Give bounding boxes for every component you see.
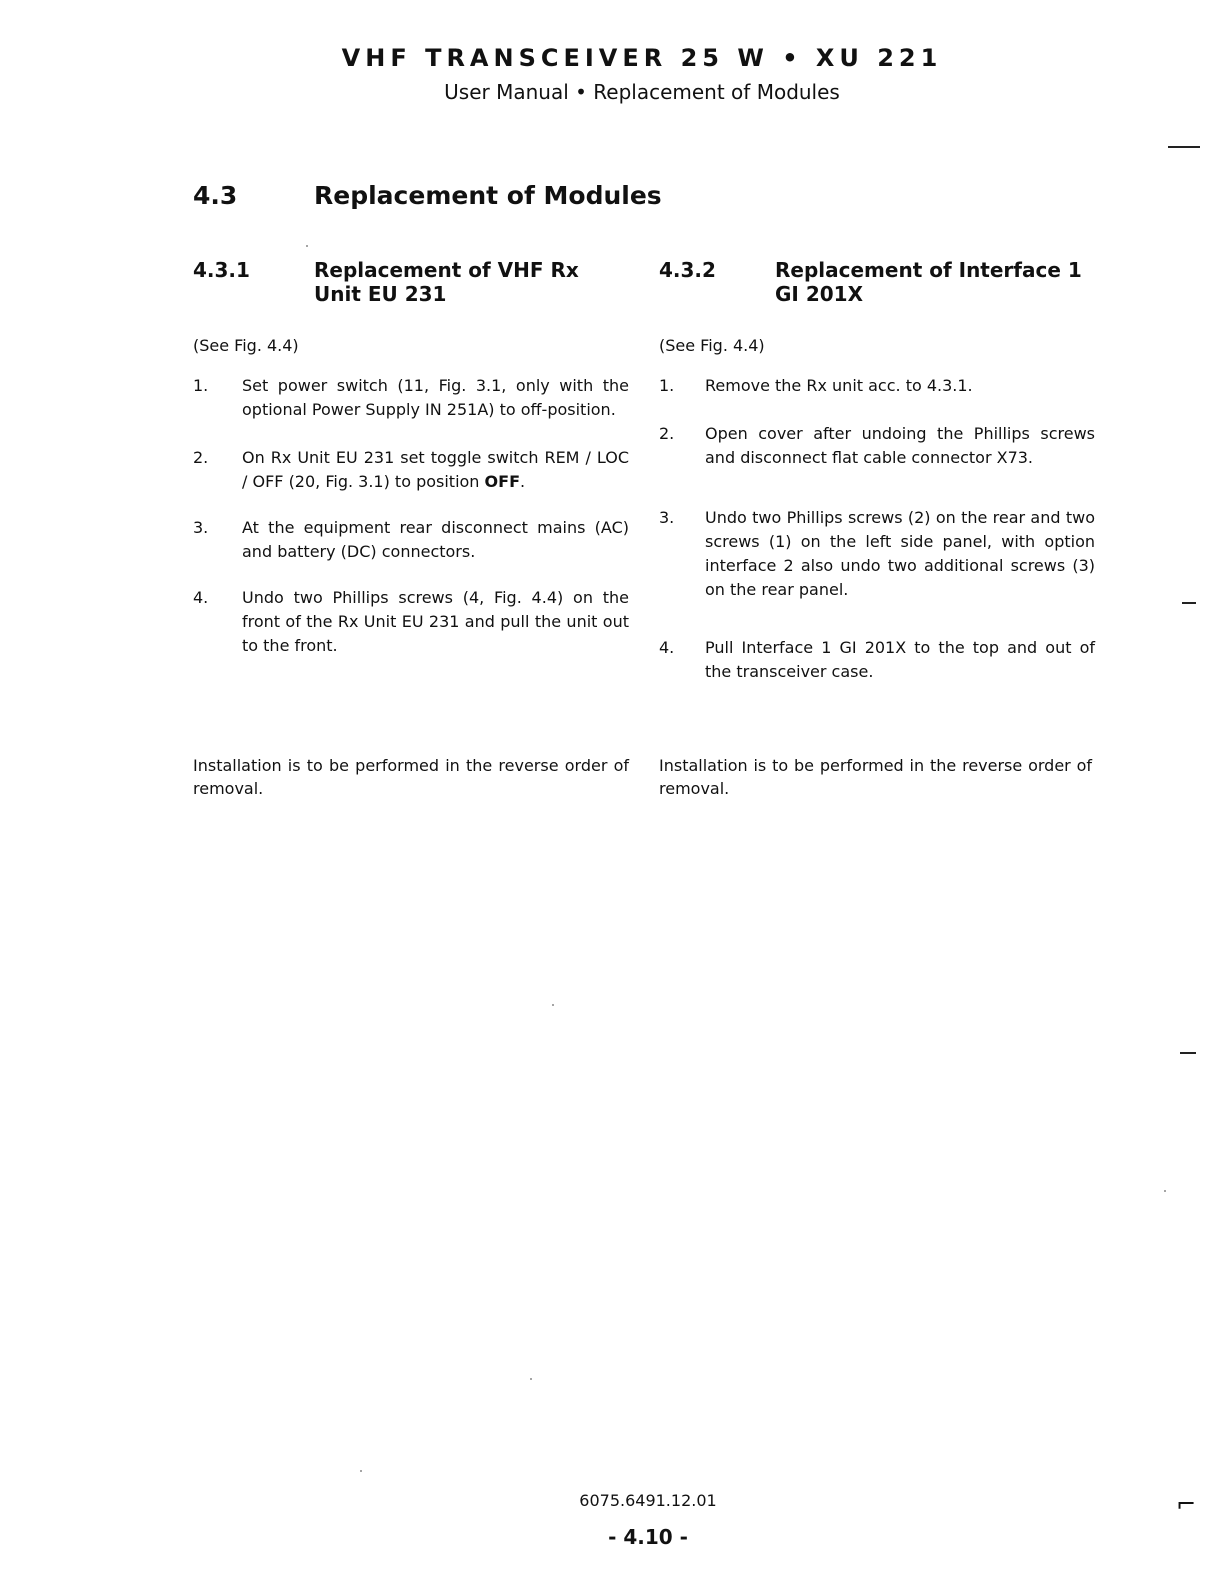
- step-text: Open cover after undoing the Phillips screws and disconnect flat cable connector X73.: [705, 424, 1095, 467]
- step-number: 1.: [659, 376, 675, 395]
- scan-speck: [1164, 1190, 1166, 1192]
- step-number: 2.: [659, 424, 675, 443]
- figure-reference: (See Fig. 4.4): [659, 336, 765, 355]
- figure-reference: (See Fig. 4.4): [193, 336, 299, 355]
- step-text-container: [242, 446, 629, 494]
- list-item: [659, 422, 1095, 470]
- page-header: [0, 42, 1224, 106]
- scan-speck: [552, 1004, 554, 1006]
- scan-speck: [306, 245, 308, 247]
- document-subtitle: User Manual • Replacement of Modules: [444, 80, 840, 104]
- list-item: [193, 374, 629, 422]
- step-emphasis: OFF: [484, 472, 520, 491]
- step-text: On Rx Unit EU 231 set toggle switch REM / LOC / OFF (20, Fig. 3.1) to position: [242, 448, 629, 491]
- section-heading: [193, 179, 662, 213]
- subsection-heading-right: [659, 258, 1095, 310]
- list-item: [193, 446, 629, 494]
- subsection-number: 4.3.2: [659, 258, 716, 282]
- subsection-number: 4.3.1: [193, 258, 250, 282]
- step-text: Remove the Rx unit acc. to 4.3.1.: [705, 376, 973, 395]
- scan-speck: [530, 1378, 532, 1380]
- list-item: [193, 586, 629, 658]
- margin-mark: [1168, 146, 1200, 148]
- closing-note-left: Installation is to be performed in the reverse order of removal.: [193, 756, 629, 798]
- step-list: [659, 374, 1095, 684]
- step-text: At the equipment rear disconnect mains (AC) and battery (DC) connectors.: [242, 518, 629, 561]
- step-number: 4.: [193, 588, 209, 607]
- subsection-title: Replacement of Interface 1 GI 201X: [775, 258, 1082, 306]
- closing-note-right: Installation is to be performed in the reverse order of removal.: [659, 756, 1092, 798]
- document-number: 6075.6491.12.01: [579, 1491, 717, 1510]
- step-number: 3.: [193, 518, 209, 537]
- list-item: [193, 516, 629, 564]
- list-item: [659, 374, 1095, 398]
- scan-speck: [360, 1470, 362, 1472]
- document-title: VHF TRANSCEIVER 25 W • XU 221: [341, 44, 943, 72]
- step-text: Undo two Phillips screws (4, Fig. 4.4) on the front of the Rx Unit EU 231 and pull the unit out to the front.: [242, 588, 629, 655]
- corner-bracket-icon: ⌐: [1176, 1490, 1197, 1518]
- subsection-title: Replacement of VHF Rx Unit EU 231: [314, 258, 579, 306]
- step-list: [193, 374, 629, 658]
- section-number: 4.3: [193, 181, 238, 210]
- list-item: [659, 636, 1095, 684]
- step-number: 4.: [659, 638, 675, 657]
- step-text: Undo two Phillips screws (2) on the rear and two screws (1) on the left side panel, with option interface 2 also undo two additional screws (3) on the rear panel.: [705, 508, 1095, 599]
- step-number: 1.: [193, 376, 209, 395]
- step-number: 2.: [193, 448, 209, 467]
- section-title: Replacement of Modules: [314, 181, 662, 210]
- step-number: 3.: [659, 508, 675, 527]
- page-number: - 4.10 -: [608, 1525, 688, 1549]
- step-text: Set power switch (11, Fig. 3.1, only with the optional Power Supply IN 251A) to off-position.: [242, 376, 629, 419]
- left-column: [193, 258, 629, 658]
- margin-mark: [1180, 1052, 1196, 1054]
- list-item: [659, 506, 1095, 602]
- right-column: [659, 258, 1095, 684]
- step-text: Pull Interface 1 GI 201X to the top and out of the transceiver case.: [705, 638, 1095, 681]
- step-suffix: .: [520, 472, 526, 491]
- margin-mark: [1182, 602, 1196, 604]
- subsection-heading-left: [193, 258, 629, 310]
